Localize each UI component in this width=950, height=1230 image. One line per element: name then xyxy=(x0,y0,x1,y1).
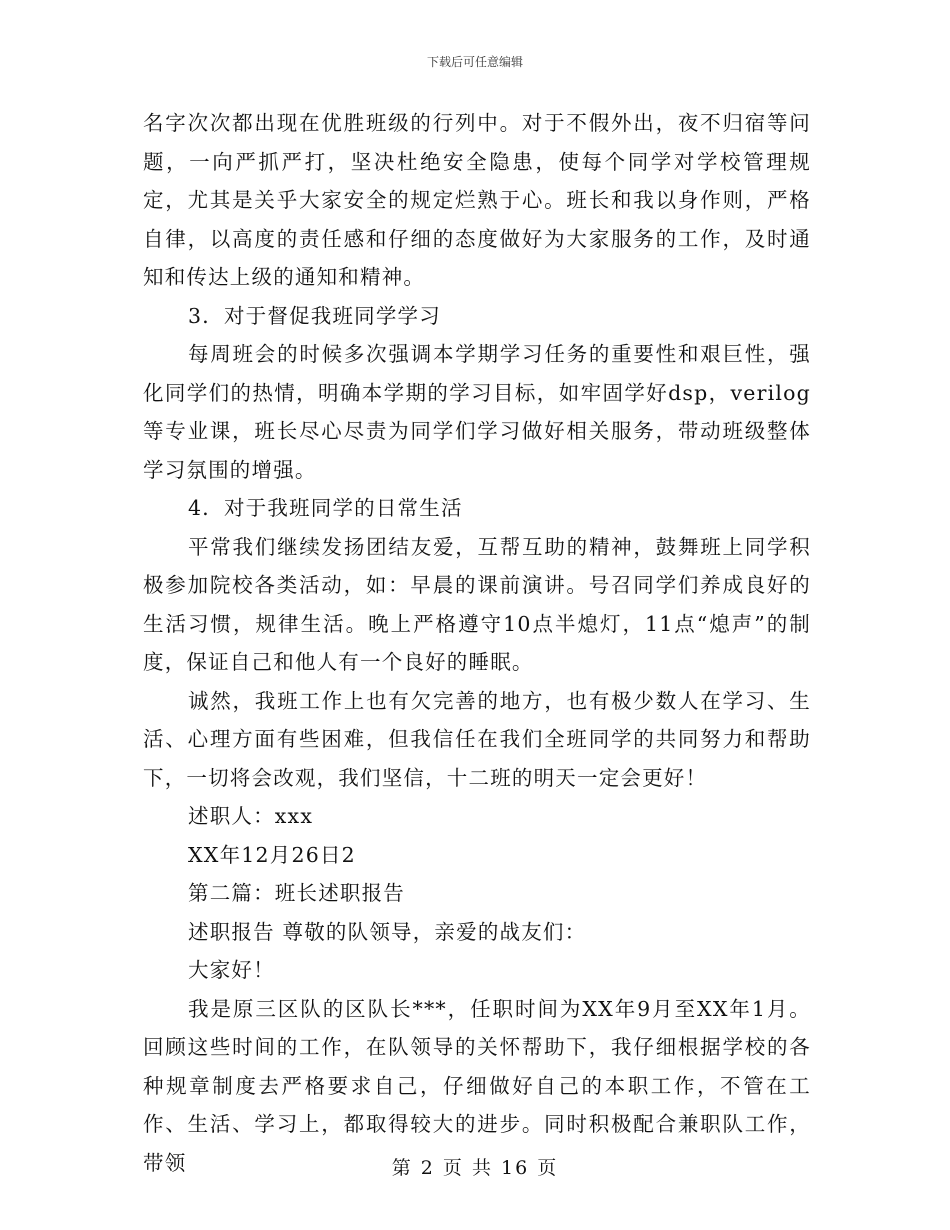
salutation: 述职报告 尊敬的队领导，亲爱的战友们： xyxy=(188,919,587,944)
paragraph: 每周班会的时候多次强调本学期学习任务的重要性和艰巨性，强化同学们的热情，明确本学期的学习目标，如牢固学好dsp，verilog等专业课，班长尽心尽责为同学们学习做好相关服务，带动班级整体学习氛围的增强。 xyxy=(143,342,811,482)
chapter-title: 第二篇：班长述职报告 xyxy=(188,881,405,905)
section-heading: 3．对于督促我班同学学习 xyxy=(188,303,441,328)
page-header: 下载后可任意编辑 xyxy=(426,55,523,69)
paragraph: 诚然，我班工作上也有欠完善的地方，也有极少数人在学习、生活、心理方面有些困难，但我信任在我们全班同学的共同努力和帮助下，一切将会改观，我们坚信，十二班的明天一定会更好！ xyxy=(143,688,811,790)
date-line: XX年12月26日2 xyxy=(188,842,356,867)
section-heading: 4．对于我班同学的日常生活 xyxy=(188,496,463,520)
document-body xyxy=(143,104,811,1182)
paragraph: 我是原三区队的区队长***，任职时间为XX年9月至XX年1月。回顾这些时间的工作，在队领导的关怀帮助下，我仔细根据学校的各种规章制度去严格要求自己，仔细做好自己的本职工作，不管在工作、生活、学习上，都取得较大的进步。同时积极配合兼职队工作，带领 xyxy=(143,996,811,1175)
paragraph: 名字次次都出现在优胜班级的行列中。对于不假外出，夜不归宿等问题，一向严抓严打，坚决杜绝安全隐患，使每个同学对学校管理规定，尤其是关乎大家安全的规定烂熟于心。班长和我以身作则，严格自律，以高度的责任感和仔细的态度做好为大家服务的工作，及时通知和传达上级的通知和精神。 xyxy=(143,111,811,289)
paragraph: 平常我们继续发扬团结友爱，互帮互助的精神，鼓舞班上同学积极参加院校各类活动，如：早晨的课前演讲。号召同学们养成良好的生活习惯，规律生活。晚上严格遵守10点半熄灯，11点“熄声”的制度，保证自己和他人有一个良好的睡眠。 xyxy=(143,534,811,674)
signature-line: 述职人：xxx xyxy=(188,804,314,828)
greeting: 大家好！ xyxy=(188,958,275,982)
page-footer: 第 2 页 共 16 页 xyxy=(391,1157,559,1179)
